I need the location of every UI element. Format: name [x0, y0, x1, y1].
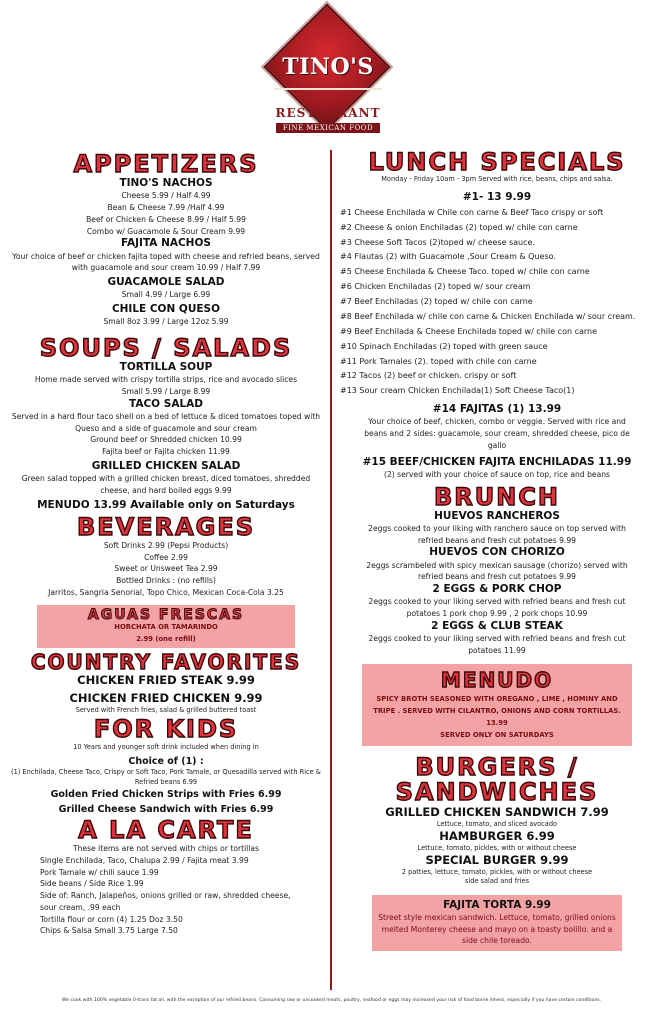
- nachos-line: Beef or Chicken & Cheese 8.99 / Half 5.99: [86, 214, 246, 224]
- huevos-rancheros-title: HUEVOS RANCHEROS: [434, 509, 560, 522]
- soups-title: SOUPS / SALADS: [39, 333, 293, 362]
- country-favorites-title: COUNTRY FAVORITES: [30, 650, 302, 675]
- a-la-carte-title: A LA CARTE: [78, 815, 254, 844]
- tortilla-soup-title: TORTILLA SOUP: [119, 361, 213, 373]
- kids-chicken-strips: Golden Fried Chicken Strips with Fries 6.99: [50, 789, 282, 801]
- fajita-nachos-desc: Your choice of beef or chicken fajita toped with cheese and refried beans, served with guacamole and sour cream 10.99 / Half 7.99: [12, 251, 320, 273]
- beverage-line: Sweet or Unsweet Tea 2.99: [114, 564, 218, 574]
- kids-note: 10 Years and younger soft drink included when dining in: [73, 742, 259, 751]
- queso-title: CHILE CON QUESO: [111, 302, 221, 315]
- lunch-item: #7 Beef Enchiladas (2) toped w/ chile con carne: [340, 297, 533, 307]
- huevos-chorizo-desc: 2eggs scrambeled with spicy mexican sausage (chorizo) served with refried beans and fresh cut potatoes 9.99: [366, 560, 628, 582]
- menudo-title: MENUDO: [440, 668, 554, 693]
- right-column: [336, 150, 658, 951]
- lunch-item: #6 Chicken Enchiladas (2) toped w/ sour cream: [340, 282, 531, 292]
- grilled-chicken-sandwich-desc: Lettuce, tomato, and sliced avocado: [436, 819, 558, 828]
- a-la-carte-line: Pork Tamale w/ chili sauce 1.99: [40, 867, 159, 877]
- queso-price: Small 8oz 3.99 / Large 12oz 5.99: [103, 317, 229, 327]
- grilled-chicken-salad-desc: Green salad topped with a grilled chicken breast, diced tomatoes, shredded cheese, and hard boiled eggs 9.99: [21, 473, 311, 495]
- fajita-torta-title: FAJITA TORTA 9.99: [443, 898, 551, 911]
- taco-salad-line: Fajita beef or Fajita chicken 11.99: [102, 447, 230, 457]
- special-burger-title: SPECIAL BURGER 9.99: [425, 853, 569, 868]
- fajita-torta-desc: Street style mexican sandwich. Lettuce, tomato, grilled onions melted Monterey cheese and mayo on a toasty bolillo. and a side chile toreado.: [378, 912, 616, 946]
- a-la-carte-line: Single Enchilada, Taco, Chalupa 2.99 / Fajita meat 3.99: [40, 855, 249, 865]
- lunch-specials-note: Monday - Friday 10am - 3pm Served with rice, beans, chips and salsa.: [381, 175, 613, 184]
- taco-salad-desc: Served in a hard flour taco shell on a bed of lettuce & diced tomatoes toped with Queso and a side of guacamole and sour cream: [11, 411, 321, 433]
- nachos-line: Bean & Cheese 7.99 /Half 4.99: [107, 203, 225, 213]
- a-la-carte-line: Side beans / Side Rice 1.99: [40, 879, 144, 889]
- for-kids-title: FOR KIDS: [93, 715, 239, 744]
- huevos-chorizo-title: HUEVOS CON CHORIZO: [429, 546, 565, 559]
- left-column: [6, 152, 326, 937]
- taco-salad-line: Ground beef or Shredded chicken 10.99: [90, 435, 242, 445]
- column-divider: [330, 150, 332, 990]
- chicken-fried-chicken: CHICKEN FRIED CHICKEN 9.99: [69, 691, 263, 706]
- logo-subtitle: FINE MEXICAN FOOD: [276, 123, 380, 133]
- burgers-title: BURGERS / SANDWICHES: [395, 752, 599, 807]
- lunch-item: #12 Tacos (2) beef or chicken. crispy or soft: [340, 371, 517, 381]
- beverage-line: Soft Drinks 2.99 (Pepsi Products): [103, 540, 229, 550]
- hamburger-title: HAMBURGER 6.99: [439, 829, 555, 844]
- aguas-frescas-title: AGUAS FRESCAS: [87, 606, 245, 623]
- fajita-enchiladas-desc: (2) served with your choice of sauce on top, rice and beans: [383, 469, 610, 479]
- chicken-fried-chicken-desc: Served with French fries, salad & grilled buttered toast: [75, 705, 257, 714]
- lunch-item: #5 Cheese Enchilada & Cheese Taco. toped w/ chile con carne: [340, 267, 590, 277]
- logo-name: TINO'S: [282, 54, 374, 80]
- a-la-carte-line: Tortilla flour or corn (4) 1.25 Doz 3.50: [40, 914, 183, 924]
- a-la-carte-note: These items are not served with chips or tortillas: [72, 844, 260, 854]
- lunch-item: #2 Cheese & onion Enchiladas (2) toped w/ chile con carne: [340, 222, 578, 232]
- aguas-frescas-price: 2.99 (one refill): [136, 635, 196, 644]
- menudo-note: SERVED ONLY ON SATURDAYS: [440, 731, 554, 740]
- appetizers-title: APPETIZERS: [73, 150, 259, 178]
- fajitas-desc: Your choice of beef, chicken, combo or veggie. Served with rice and beans and 2 sides: guacamole, sour cream, shredded cheese, pico de gallo: [364, 417, 630, 450]
- kids-choice-desc: (1) Enchilada, Cheese Taco, Crispy or Soft Taco, Pork Tamale, or Quesadilla served with Rice & Refried beans 6.99: [11, 768, 321, 786]
- fajita-torta-box: [372, 895, 622, 951]
- aguas-frescas-box: [37, 605, 295, 648]
- lunch-item: #3 Cheese Soft Tacos (2)toped w/ cheese sauce.: [340, 237, 535, 247]
- chicken-fried-steak: CHICKEN FRIED STEAK 9.99: [77, 673, 255, 688]
- fajita-enchiladas-title: #15 BEEF/CHICKEN FAJITA ENCHILADAS 11.99: [362, 455, 632, 468]
- beverage-line: Coffee 2.99: [144, 552, 188, 562]
- lunch-item: #8 Beef Enchilada w/ chile con carne & Chicken Enchilada w/ sour cream.: [340, 311, 636, 321]
- lunch-item: #4 Flautas (2) with Guacamole ,Sour Cream & Queso.: [340, 252, 556, 262]
- restaurant-logo: [258, 14, 398, 140]
- beverage-line: Bottled Drinks : (no refills): [116, 576, 216, 586]
- eggs-pork-chop-desc: 2eggs cooked to your liking served with refried beans and fresh cut potatoes 1 pork chop 9.99 , 2 pork chops 10.99: [368, 597, 626, 618]
- lunch-item: #9 Beef Enchilada & Cheese Enchilada toped w/ chile con carne: [340, 326, 598, 336]
- logo-divider: [274, 88, 382, 90]
- menudo-desc: SPICY BROTH SEASONED WITH OREGANO , LIME , HOMINY AND TRIPE . SERVED WITH CILANTRO, ONIONS AND CORN TORTILLAS. 13.99: [373, 695, 621, 728]
- eggs-pork-chop-title: 2 EGGS & PORK CHOP: [432, 583, 562, 596]
- brunch-title: BRUNCH: [433, 482, 561, 511]
- lunch-item: #1 Cheese Enchilada w Chile con carne & Beef Taco crispy or soft: [340, 207, 604, 217]
- menudo-box: [362, 664, 632, 746]
- guacamole-price: Small 4.99 / Large 6.99: [121, 290, 211, 300]
- a-la-carte-line: Chips & Salsa Small 3.75 Large 7.50: [40, 926, 178, 936]
- lunch-item: #13 Sour cream Chicken Enchilada(1) Soft Cheese Taco(1): [340, 386, 575, 396]
- aguas-frescas-line: HORCHATA OR TAMARINDO: [114, 623, 218, 632]
- eggs-club-steak-title: 2 EGGS & CLUB STEAK: [431, 619, 563, 632]
- tortilla-soup-desc: Home made served with crispy tortilla strips, rice and avocado slices: [34, 375, 298, 385]
- fine-print: We cook with 100% vegetable 0-trans fat oil, with the exception of our refried beans. Consuming raw or uncooked meats, poultry, seafood or eggs may increased your risk of food borne illness, especially if you have certain conditions.: [61, 998, 602, 1003]
- huevos-rancheros-desc: 2eggs cooked to your liking with ranchero sauce on top served with refried beans and fresh cut potatoes 9.99: [368, 523, 626, 545]
- tortilla-soup-price: Small 5.99 / Large 8.99: [121, 386, 211, 396]
- eggs-club-steak-desc: 2eggs cooked to your liking served with refried beans and fresh cut potatoes 11.99: [368, 633, 626, 655]
- kids-choice-title: Choice of (1) :: [128, 756, 204, 768]
- beverage-line: Jarritos, Sangria Senorial, Topo Chico, Mexican Coca-Cola 3.25: [48, 587, 284, 597]
- grilled-chicken-salad-title: GRILLED CHICKEN SALAD: [91, 459, 241, 472]
- menudo-saturday-line: MENUDO 13.99 Available only on Saturdays: [37, 498, 295, 511]
- nachos-line: Combo w/ Guacamole & Sour Cream 9.99: [86, 226, 246, 236]
- taco-salad-title: TACO SALAD: [129, 397, 203, 410]
- nachos-title: TINO'S NACHOS: [119, 177, 213, 190]
- hamburger-desc: Lettuce, tomato, pickles, with or without cheese: [417, 843, 577, 852]
- kids-grilled-cheese: Grilled Cheese Sandwich with Fries 6.99: [58, 803, 274, 815]
- lunch-specials-title: LUNCH SPECIALS: [368, 148, 626, 176]
- lunch-item: #10 Spinach Enchiladas (2) toped with green sauce: [340, 341, 548, 351]
- beverages-title: BEVERAGES: [76, 512, 256, 541]
- logo-restaurant-text: RESTAURANT: [275, 106, 381, 120]
- a-la-carte-line: Side of: Ranch, Jalapeños, onions grilled or raw, shredded cheese, sour cream, .99 each: [40, 891, 291, 912]
- lunch-price-range: #1- 13 9.99: [462, 190, 532, 203]
- fajitas-title: #14 FAJITAS (1) 13.99: [432, 403, 562, 416]
- special-burger-desc: 2 patties, lettuce, tomato, pickles, with or without cheese side salad and fries: [401, 867, 593, 886]
- lunch-specials-list: [336, 206, 658, 399]
- fajita-nachos-title: FAJITA NACHOS: [121, 237, 211, 250]
- guacamole-title: GUACAMOLE SALAD: [107, 276, 225, 289]
- nachos-line: Cheese 5.99 / Half 4.99: [121, 191, 211, 201]
- grilled-chicken-sandwich-title: GRILLED CHICKEN SANDWICH 7.99: [385, 805, 609, 820]
- lunch-item: #11 Pork Tamales (2). toped with chile con carne: [340, 356, 537, 366]
